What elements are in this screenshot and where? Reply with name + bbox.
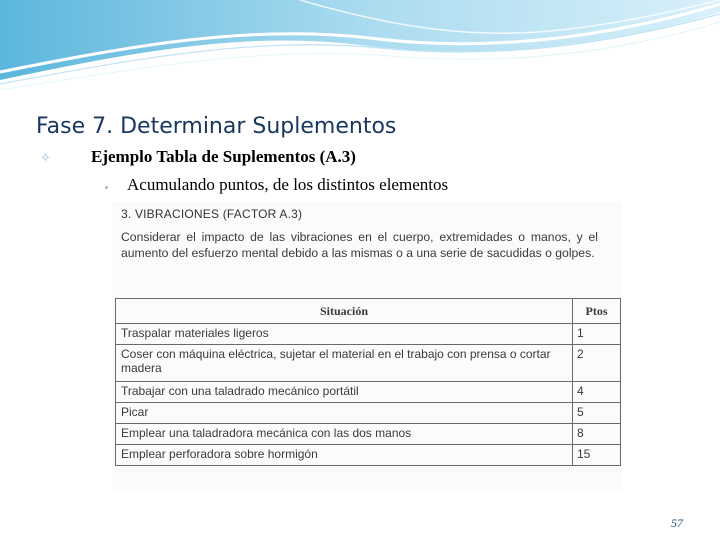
points-cell: 1	[573, 324, 621, 345]
situation-cell: Traspalar materiales ligeros	[116, 324, 573, 345]
situation-cell: Emplear perforadora sobre hormigón	[116, 445, 573, 466]
table-row	[116, 424, 621, 445]
column-header-ptos: Ptos	[573, 299, 621, 324]
table-row	[116, 345, 621, 382]
table-row	[116, 445, 621, 466]
table-row	[116, 403, 621, 424]
supplements-table	[115, 298, 621, 466]
points-cell: 5	[573, 403, 621, 424]
subheading: Acumulando puntos, de los distintos elementos	[127, 175, 449, 194]
page-number: 57	[671, 516, 683, 530]
points-cell: 2	[573, 345, 621, 382]
table-row	[116, 382, 621, 403]
example-heading: Ejemplo Tabla de Suplementos (A.3)	[91, 147, 356, 166]
bullet-dot-icon	[105, 186, 108, 189]
situation-cell: Trabajar con una taladrado mecánico portátil	[116, 382, 573, 403]
header-wave-decoration	[0, 0, 720, 95]
points-cell: 8	[573, 424, 621, 445]
situation-cell: Coser con máquina eléctrica, sujetar el material en el trabajo con prensa o cortar madera	[116, 345, 573, 382]
points-cell: 15	[573, 445, 621, 466]
slide-title: Fase 7. Determinar Suplementos	[36, 114, 397, 139]
section-title: 3. VIBRACIONES (FACTOR A.3)	[121, 207, 303, 221]
table-row	[116, 324, 621, 345]
points-cell: 4	[573, 382, 621, 403]
situation-cell: Emplear una taladradora mecánica con las dos manos	[116, 424, 573, 445]
situation-cell: Picar	[116, 403, 573, 424]
table-header-row	[116, 299, 621, 324]
column-header-situacion: Situación	[116, 299, 573, 324]
bullet-star-icon: ✧	[40, 150, 51, 165]
section-description: Considerar el impacto de las vibraciones en el cuerpo, extremidades o manos, y el aumento del esfuerzo mental debido a las mismas o a una serie de sacudidas o golpes.	[121, 230, 598, 260]
